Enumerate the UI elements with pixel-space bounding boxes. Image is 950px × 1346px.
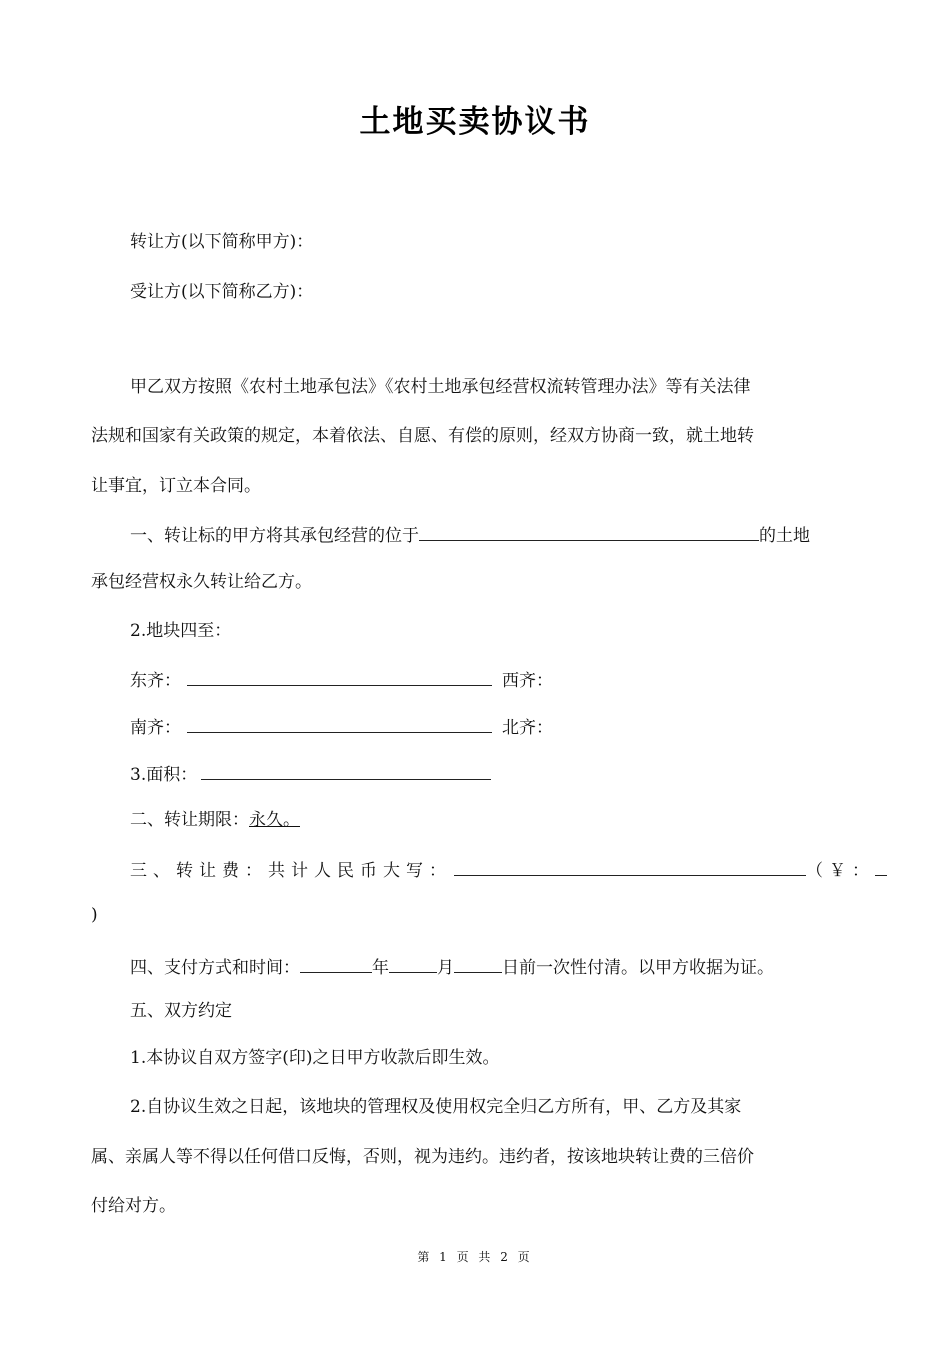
section2-label: 二、转让期限： [130,810,249,830]
section4-tail: 日前一次性付清。以甲方收据为证。 [502,958,774,978]
section5-heading: 五、双方约定 [130,1001,232,1021]
section3-label: 三、转让费：共计人民币大写： [130,861,452,881]
year-blank[interactable] [300,955,372,973]
south-label: 南齐： [130,718,181,738]
term-value: 永久。 [249,810,300,830]
day-blank[interactable] [454,955,502,973]
amount-number-blank[interactable] [875,858,887,876]
east-west-row [130,668,553,691]
section5-item1: 1.本协议自双方签字(印)之日甲方收款后即生效。 [130,1048,500,1068]
south-blank[interactable] [187,715,492,733]
section4-label: 四、支付方式和时间： [130,958,300,978]
month-blank[interactable] [389,955,437,973]
section5-item2-line-3: 付给对方。 [91,1196,176,1216]
transferee-label: 受让方(以下简称乙方)： [130,282,314,302]
area-label: 3.面积： [130,765,198,785]
year-label: 年 [372,958,389,978]
section4-row [130,955,774,978]
page-footer: 第 1 页 共 2 页 [417,1250,533,1264]
section1-line-1 [130,523,810,546]
boundaries-heading: 2.地块四至： [130,621,232,641]
north-label: 北齐： [502,718,553,738]
preamble-line-3: 让事宜，订立本合同。 [91,476,261,496]
transferor-label: 转让方(以下简称甲方)： [130,232,314,252]
month-label: 月 [437,958,454,978]
preamble-line-2: 法规和国家有关政策的规定，本着依法、自愿、有偿的原则，经双方协商一致，就土地转 [91,426,754,446]
section5-item2-line-1: 2.自协议生效之日起，该地块的管理权及使用权完全归乙方所有，甲、乙方及其家 [130,1097,742,1117]
section1-line-2: 承包经营权永久转让给乙方。 [91,572,312,592]
amount-words-blank[interactable] [454,858,806,876]
document-title: 土地买卖协议书 [359,104,591,140]
west-label: 西齐： [502,671,553,691]
amount-yuan-label: （￥： [806,861,875,881]
section5-item2-line-2: 属、亲属人等不得以任何借口反悔，否则，视为违约。违约者，按该地块转让费的三倍价 [91,1147,754,1167]
preamble-line-1: 甲乙双方按照《农村土地承包法》《农村土地承包经营权流转管理办法》等有关法律 [130,377,751,397]
area-row [130,762,491,785]
section3-close: ) [91,905,98,925]
south-north-row [130,715,553,738]
section2-row [130,810,300,830]
area-blank[interactable] [201,762,491,780]
east-label: 东齐： [130,671,181,691]
section3-row [130,858,887,881]
section1-suffix: 的土地 [759,526,810,546]
east-blank[interactable] [187,668,492,686]
section1-prefix: 一、转让标的甲方将其承包经营的位于 [130,526,419,546]
location-blank[interactable] [419,523,759,541]
